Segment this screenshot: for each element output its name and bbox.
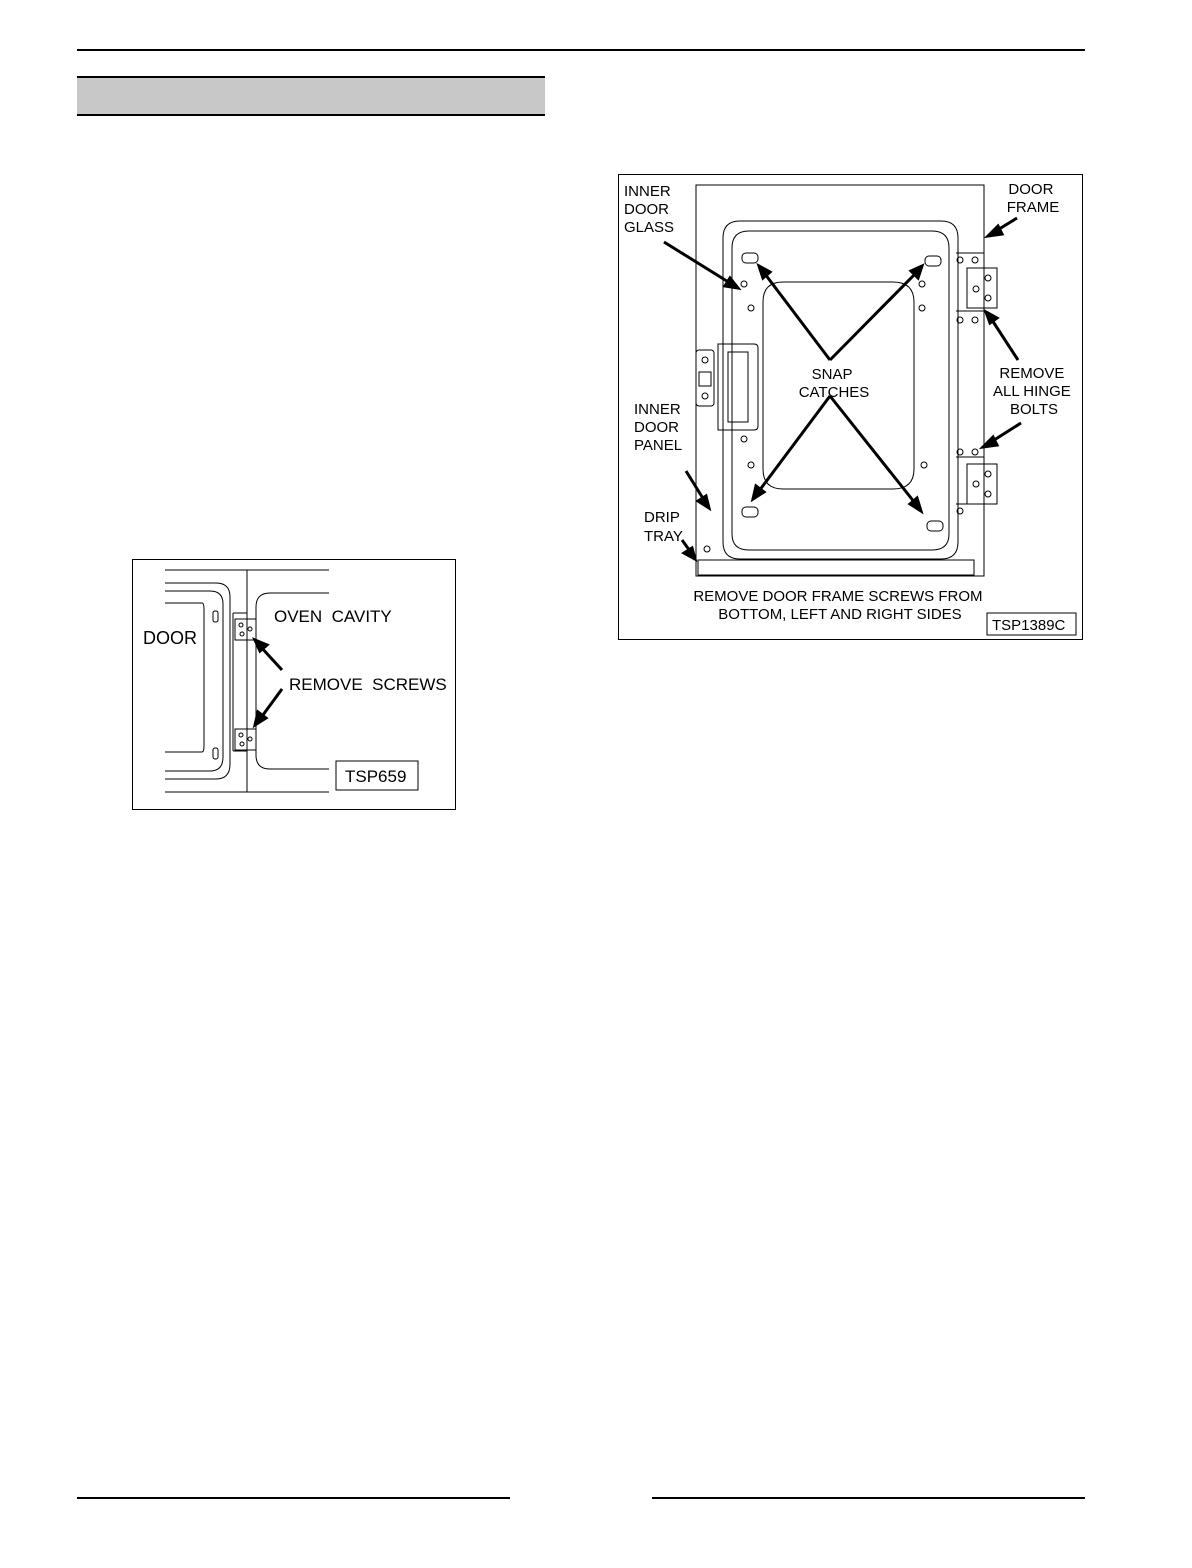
inner-door-panel-label: INNER DOOR PANEL xyxy=(634,401,683,454)
figure-caption: REMOVE DOOR FRAME SCREWS FROM BOTTOM, LEFT AND RIGHT SIDES xyxy=(693,588,983,623)
figure-tag: TSP659 xyxy=(345,767,407,786)
door-frame-figure xyxy=(618,174,1083,640)
figure-tag: TSP1389C xyxy=(992,617,1066,634)
footer-rule-left xyxy=(77,1497,510,1499)
footer-rule-right xyxy=(652,1497,1085,1499)
door-label: DOOR xyxy=(143,628,197,648)
remove-hinge-bolts-label: REMOVE ALL HINGE BOLTS xyxy=(993,365,1071,418)
section-heading-bar xyxy=(77,76,545,116)
inner-door-glass-label: INNER DOOR GLASS xyxy=(624,183,675,236)
drip-tray-label: DRIP TRAY xyxy=(644,509,683,545)
remove-screws-label: REMOVE SCREWS xyxy=(289,675,447,694)
snap-catches-label: SNAP CATCHES xyxy=(798,366,870,401)
hinge-screws-figure xyxy=(132,559,456,810)
header-rule xyxy=(77,49,1085,51)
oven-cavity-label: OVEN CAVITY xyxy=(274,607,392,626)
door-frame-label: DOOR FRAME xyxy=(1006,181,1060,216)
